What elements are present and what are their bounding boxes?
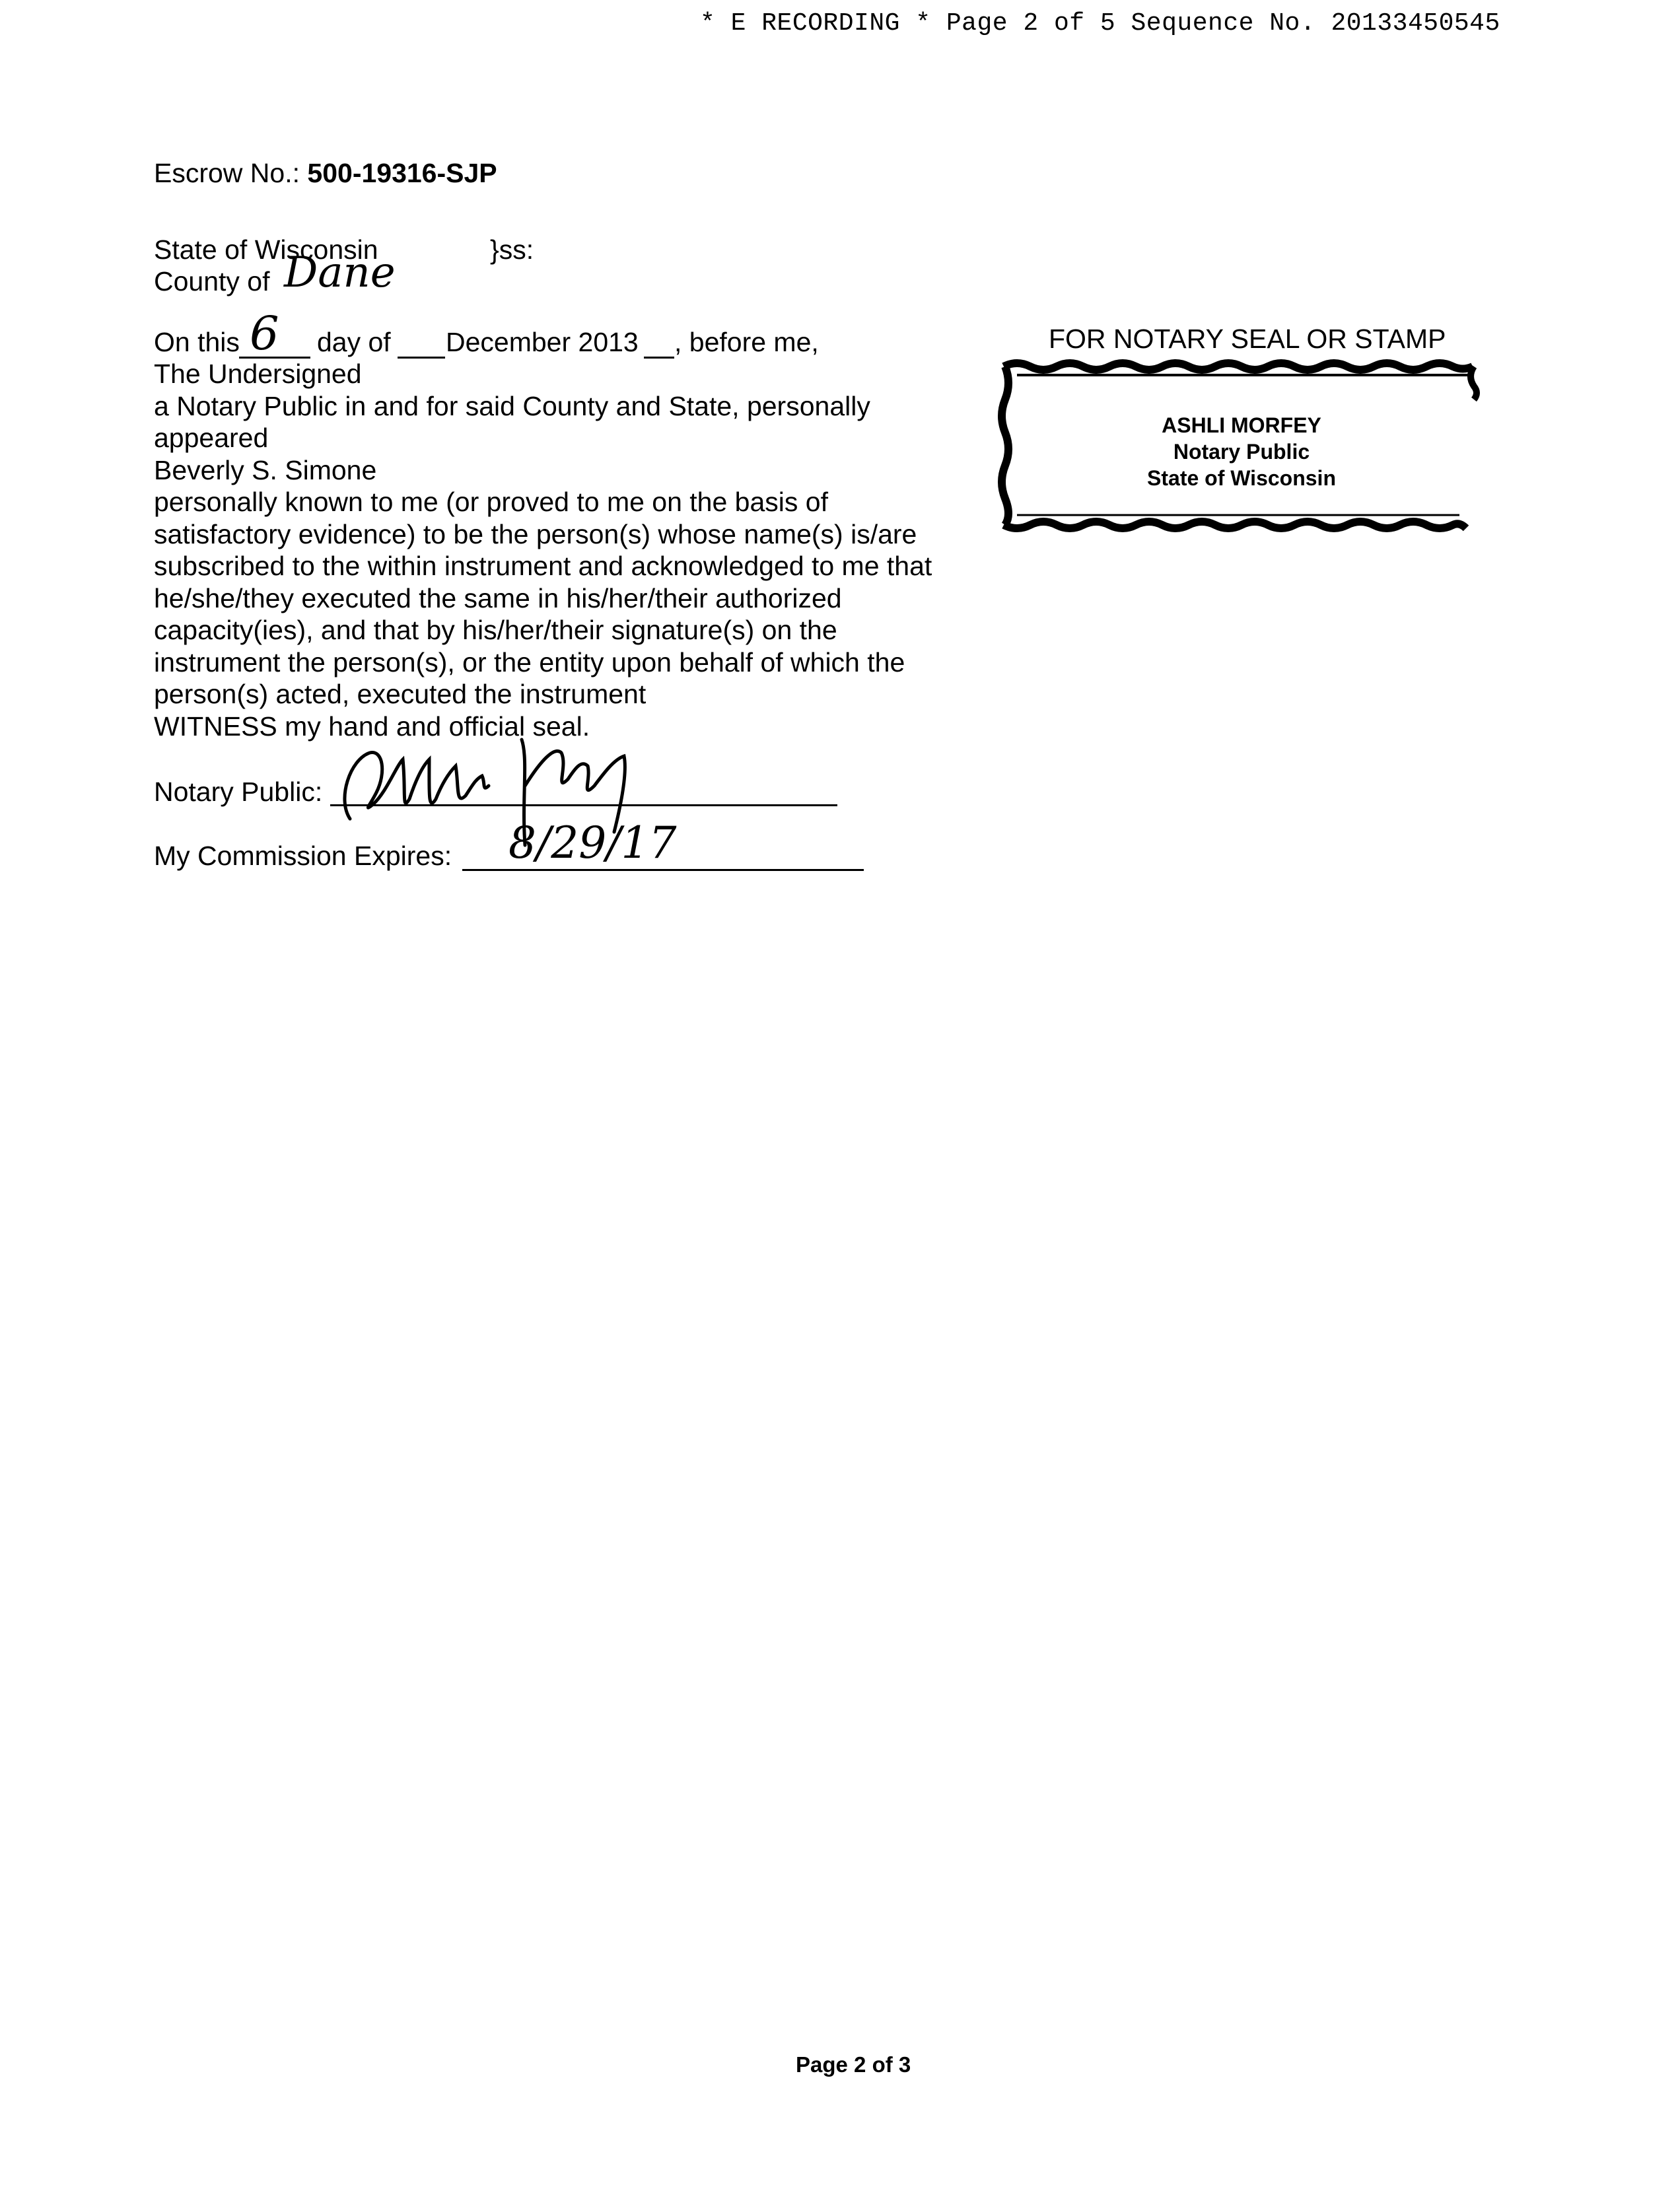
day-handwritten: 6 [250, 306, 279, 361]
ack-line: subscribed to the within instrument and acknowledged to me that [154, 551, 932, 581]
escrow-label: Escrow No.: [154, 158, 300, 188]
escrow-number: 500-19316-SJP [307, 158, 497, 188]
acknowledgment-body [154, 358, 932, 742]
stamp-name: ASHLI MORFEY [1162, 413, 1321, 437]
date-value: December 2013 [446, 327, 639, 357]
county-label: County of [154, 266, 270, 296]
ack-line: The Undersigned [154, 359, 362, 389]
ack-line: satisfactory evidence) to be the person(s) whose name(s) is/are [154, 518, 917, 549]
ack-line: personally known to me (or proved to me on the basis of [154, 487, 828, 517]
on-this-label: On this [154, 327, 240, 357]
ack-line: instrument the person(s), or the entity upon behalf of which the [154, 646, 905, 677]
stamp-area-title: FOR NOTARY SEAL OR STAMP [1049, 324, 1446, 354]
ack-line: capacity(ies), and that by his/her/their signature(s) on the [154, 615, 837, 645]
before-me: , before me, [674, 327, 819, 357]
stamp-title-line: Notary Public [1173, 440, 1310, 464]
stamp-state: State of Wisconsin [1147, 466, 1336, 490]
escrow-line [154, 157, 497, 189]
county-handwritten: Dane [284, 248, 396, 297]
ack-line: person(s) acted, executed the instrument [154, 679, 647, 709]
ack-line: a Notary Public in and for said County and State, personally [154, 390, 870, 421]
stamp-content [1090, 412, 1393, 491]
notary-public-label: Notary Public: [154, 777, 323, 807]
recording-header: * E RECORDING * Page 2 of 5 Sequence No. 20133450545 [700, 9, 1500, 38]
ack-line: WITNESS my hand and official seal. [154, 711, 590, 742]
commission-date-handwritten: 8/29/17 [508, 817, 677, 868]
ss-mark: }ss: [490, 234, 534, 265]
ack-line: he/she/they executed the same in his/her/their authorized [154, 582, 842, 613]
commission-expires-label: My Commission Expires: [154, 841, 452, 871]
state-line: State of Wisconsin [154, 234, 378, 265]
ack-line: appeared [154, 423, 269, 453]
page-footer: Page 2 of 3 [796, 2052, 911, 2077]
day-of-label: day of [317, 327, 391, 357]
ack-line: Beverly S. Simone [154, 454, 377, 485]
